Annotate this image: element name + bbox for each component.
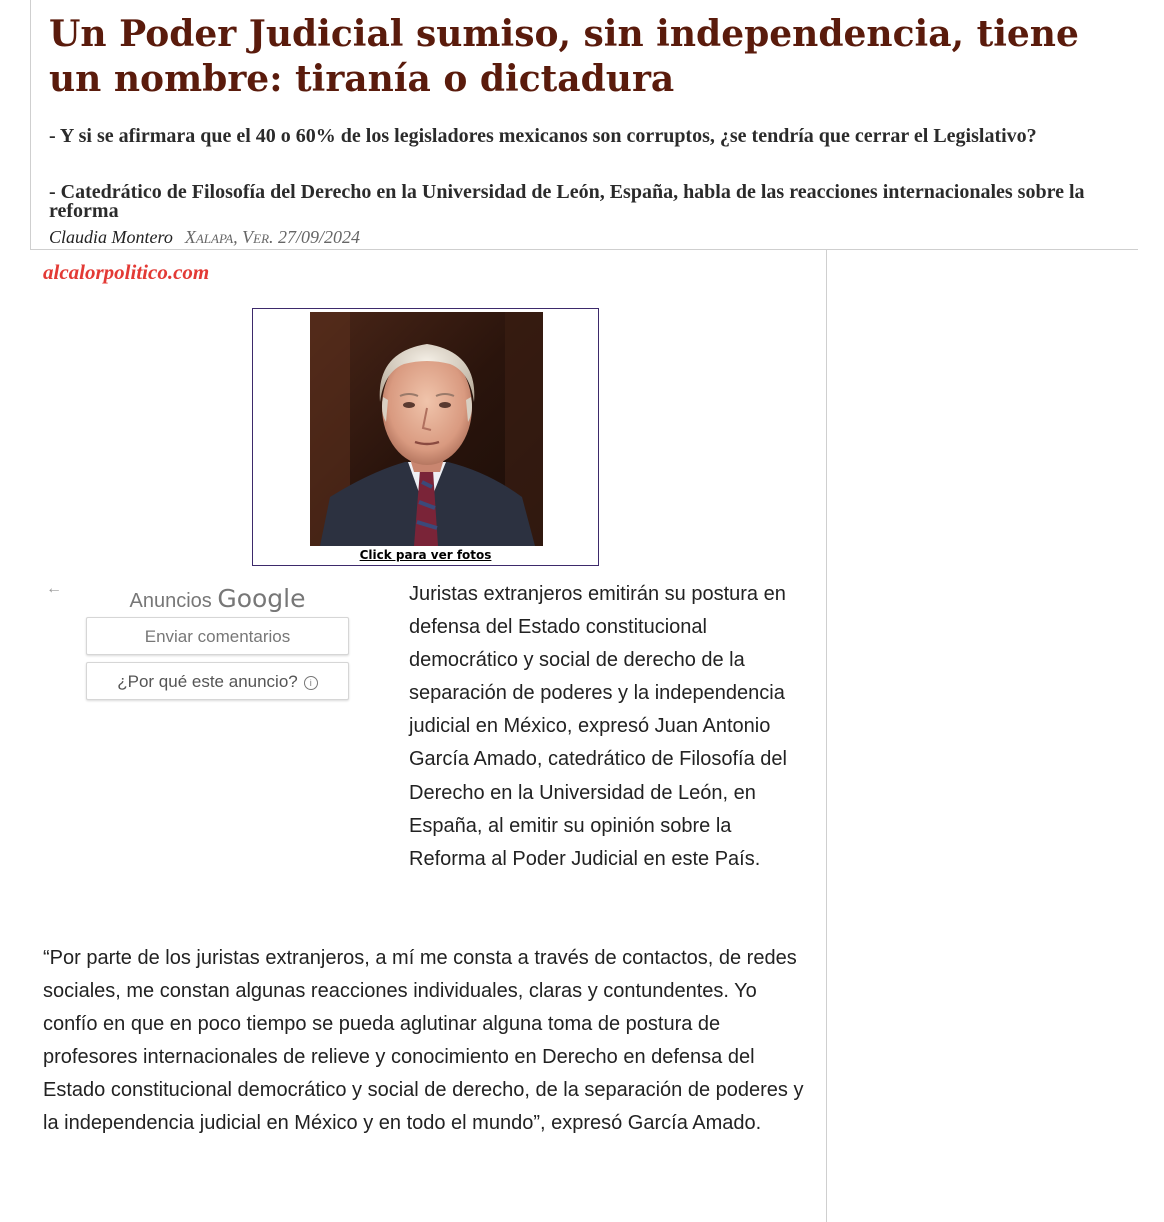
article-subhead-1: - Y si se afirmara que el 40 o 60% de los legisladores mexicanos son corruptos, ¿se tendría que cerrar el Legislativo? (49, 125, 1037, 147)
byline (49, 227, 360, 248)
portrait-image (310, 312, 543, 546)
article-paragraph-2: “Por parte de los juristas extranjeros, a mí me consta a través de contactos, de redes sociales, me constan algunas reacciones individuales, claras y contundentes. Yo confío en que en poco tiempo se pueda aglutinar alguna toma de postura de profesores internacionales de relieve y conocimiento en Derecho en defensa del Estado constitucional democrático y social de derecho, de la separación de poderes y la independencia judicial en México y en todo el mundo”, expresó García Amado. (43, 947, 804, 1135)
article-subhead-2: - Catedrático de Filosofía del Derecho en la Universidad de León, España, habla de las reacciones internacionales sobre la reforma (49, 181, 1085, 222)
site-name[interactable]: alcalorpolitico.com (43, 260, 210, 284)
author-name: Claudia Montero (49, 227, 173, 247)
arrow-left-icon[interactable]: ← (46, 580, 62, 597)
google-logo: Google (217, 584, 306, 613)
why-this-ad-label: ¿Por qué este anuncio? (117, 672, 298, 691)
article-photo[interactable] (310, 312, 543, 546)
article-paragraph-1 (43, 578, 813, 876)
ad-brand-prefix: Anuncios (129, 590, 212, 612)
ad-float-space (43, 578, 409, 876)
article-paragraph-1-text: Juristas extranjeros emitirán su postura en defensa del Estado constitucional democrático y social de derecho de la separación de poderes y la independencia judicial en México, expresó Juan Antonio García Amado, catedrático de Filosofía del Derecho en la Universidad de León, en España, al emitir su opinión sobre la Reforma al Poder Judicial en este País. (409, 583, 787, 870)
column-divider (826, 250, 827, 1222)
article-title: Un Poder Judicial sumiso, sin independencia, tiene un nombre: tiranía o dictadura (49, 13, 1079, 100)
photo-caption-link[interactable]: Click para ver fotos (359, 548, 492, 562)
photo-gallery-link[interactable] (252, 308, 599, 566)
send-feedback-label: Enviar comentarios (144, 627, 291, 646)
info-icon: i (304, 676, 318, 690)
dateline: Xalapa, Ver. 27/09/2024 (184, 227, 361, 247)
